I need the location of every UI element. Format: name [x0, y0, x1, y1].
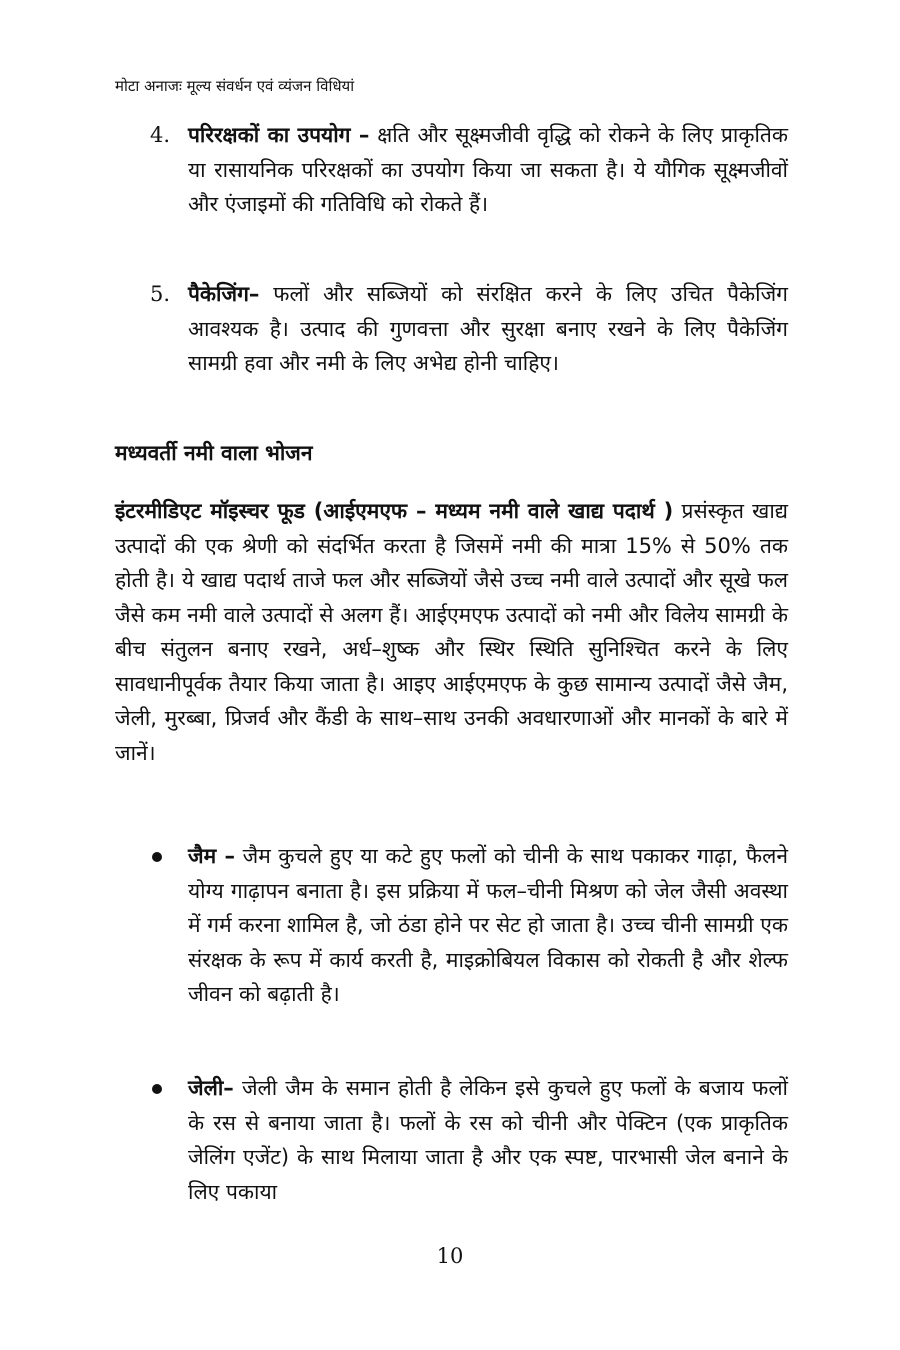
- list-item-preservatives: [150, 118, 788, 222]
- bullet-item-jelly: [148, 1071, 788, 1209]
- bullet-text: [188, 1071, 788, 1209]
- item-term: परिरक्षकों का उपयोग –: [188, 123, 370, 147]
- bullet-icon: [152, 852, 162, 862]
- item-description: फलों और सब्जियों को संरक्षित करने के लिए उचित पैकेजिंग आवश्यक है। उत्पाद की गुणवत्ता और सुरक्षा बनाए रखने के लिए पैकेजिंग सामग्री हवा और नमी के लिए अभेद्य होनी चाहिए।: [188, 282, 788, 375]
- page-number: 10: [436, 1244, 464, 1268]
- intro-paragraph: [115, 494, 788, 770]
- intro-term: इंटरमीडिएट मॉइस्चर फूड (आईएमएफ – मध्यम नमी वाले खाद्य पदार्थ ): [115, 499, 674, 523]
- item-number: 4.: [150, 123, 171, 147]
- item-description: क्षति और सूक्ष्मजीवी वृद्धि को रोकने के लिए प्राकृतिक या रासायनिक परिरक्षकों का उपयोग किया जा सकता है। ये यौगिक सूक्ष्मजीवों और एंजाइमों की गतिविधि को रोकते हैं।: [188, 123, 789, 216]
- item-term: पैकेजिंग–: [188, 282, 260, 306]
- bullet-term: जेली–: [188, 1076, 234, 1100]
- running-header: मोटा अनाजः मूल्य संवर्धन एवं व्यंजन विधियां: [115, 77, 355, 95]
- bullet-text: [188, 839, 788, 1012]
- bullet-description: जैम कुचले हुए या कटे हुए फलों को चीनी के साथ पकाकर गाढ़ा, फैलने योग्य गाढ़ापन बनाता है। इस प्रक्रिया में फल–चीनी मिश्रण को जेल जैसी अवस्था में गर्म करना शामिल है, जो ठंडा होने पर सेट हो जाता है। उच्च चीनी सामग्री एक संरक्षक के रूप में कार्य करती है, माइक्रोबियल विकास को रोकती है और शेल्फ जीवन को बढ़ाती है।: [188, 844, 788, 1006]
- bullet-description: जेली जैम के समान होती है लेकिन इसे कुचले हुए फलों के बजाय फलों के रस से बनाया जाता है। फलों के रस को चीनी और पेक्टिन (एक प्राकृतिक जेलिंग एजेंट) के साथ मिलाया जाता है और एक स्पष्ट, पारभासी जेल बनाने के लिए पकाया: [188, 1076, 788, 1204]
- bullet-icon: [152, 1084, 162, 1094]
- bullet-term: जैम –: [188, 844, 235, 868]
- list-item-packaging: [150, 277, 788, 381]
- item-number: 5.: [150, 282, 171, 306]
- item-text: [188, 118, 788, 222]
- item-text: [188, 277, 788, 381]
- section-heading: मध्यवर्ती नमी वाला भोजन: [115, 441, 313, 465]
- bullet-item-jam: [148, 839, 788, 1012]
- intro-text: प्रसंस्कृत खाद्य उत्पादों की एक श्रेणी को संदर्भित करता है जिसमें नमी की मात्रा 15% से 50% तक होती है। ये खाद्य पदार्थ ताजे फल और सब्जियों जैसे उच्च नमी वाले उत्पादों और सूखे फल जैसे कम नमी वाले उत्पादों से अलग हैं। आईएमएफ उत्पादों को नमी और विलेय सामग्री के बीच संतुलन बनाए रखने, अर्ध–शुष्क और स्थिर स्थिति सुनिश्चित करने के लिए सावधानीपूर्वक तैयार किया जाता है। आइए आईएमएफ के कुछ सामान्य उत्पादों जैसे जैम, जेली, मुरब्बा, प्रिजर्व और कैंडी के साथ–साथ उनकी अवधारणाओं और मानकों के बारे में जानें।: [115, 499, 788, 765]
